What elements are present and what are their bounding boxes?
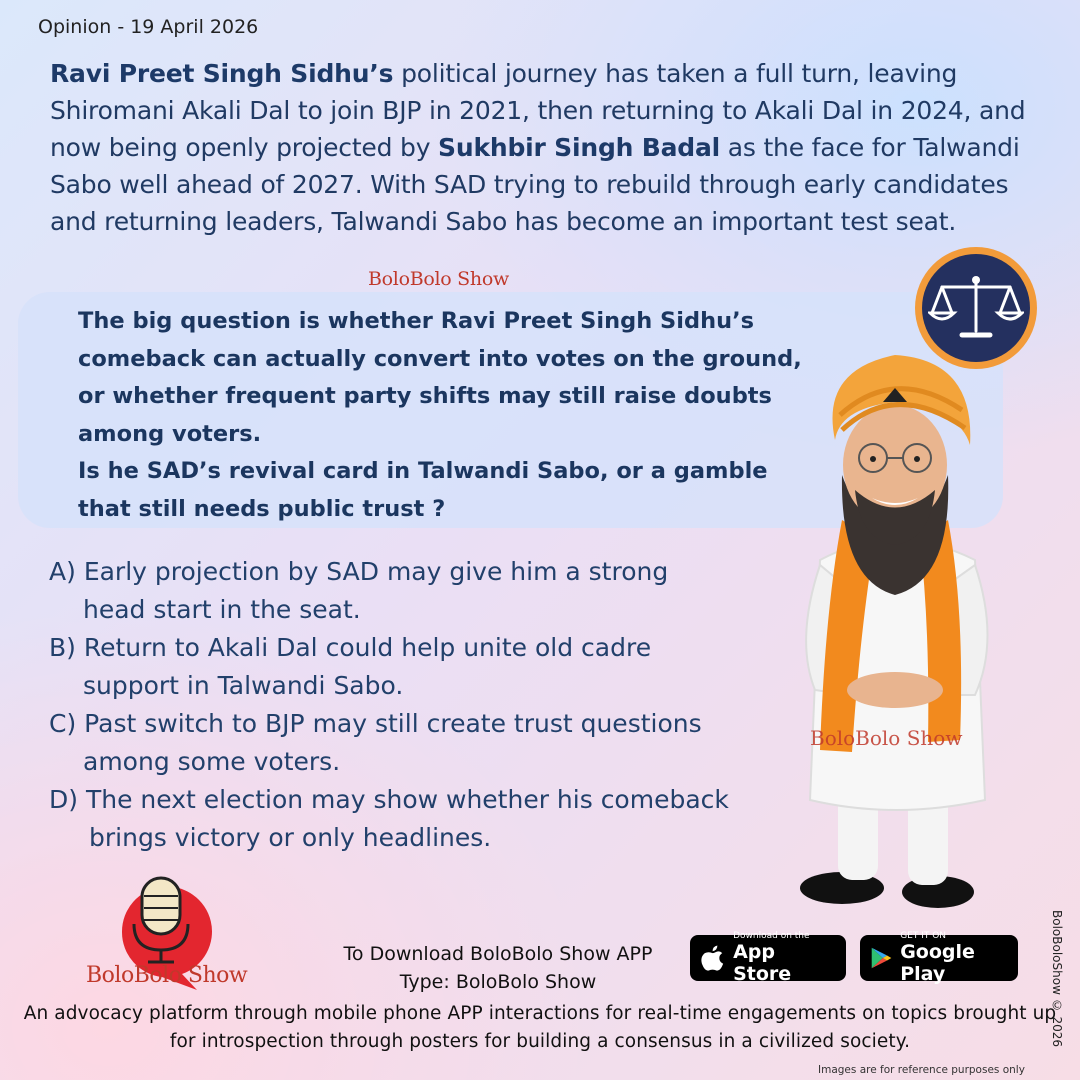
date-kicker: Opinion - 19 April 2026 [38,16,259,38]
intro-name-sidhu: Ravi Preet Singh Sidhu’s [50,59,394,88]
download-line-1: To Download BoloBolo Show APP [343,943,653,965]
intro-paragraph [50,55,1040,240]
google-play-icon [870,944,892,972]
question-line-1: The big question is whether Ravi Preet Singh Sidhu’s comeback can actually convert into votes on the ground, or whether frequent party shifts may still raise doubts among voters. [78,308,802,447]
option-c: C) Past switch to BJP may still create trust questions among some voters. [49,709,702,776]
app-store-small: Download on the [733,931,810,941]
intro-text-1: political journey has taken a full turn, leaving Shiromani Akali Dal to join BJP in 2021, then returning to Akali Dal in 2024, and now being openly projected by [50,59,1026,162]
scales-icon [928,273,1024,343]
option-b: B) Return to Akali Dal could help unite old cadre support in Talwandi Sabo. [49,633,652,700]
intro-name-badal: Sukhbir Singh Badal [438,133,721,162]
intro-text-2: as the face for Talwandi Sabo well ahead of 2027. With SAD trying to rebuild through early candidates and returning leaders, Talwandi Sabo has become an important test seat. [50,133,1020,236]
google-play-small: GET IT ON [900,931,947,941]
watermark-figure: BoloBolo Show [810,726,963,750]
question-line-2: Is he SAD’s revival card in Talwandi Sabo, or a gamble that still needs public trust ? [78,458,768,522]
caricature-illustration [780,350,1010,925]
option-d: D) The next election may show whether his comeback brings victory or only headlines. [49,785,729,852]
download-line-2: Type: BoloBolo Show [399,971,597,993]
google-play-big: Google Play [900,941,975,985]
footer-tagline: An advocacy platform through mobile phone APP interactions for real-time engagements on topics brought up for introspection through posters for building a consensus in a civilized society. [23,1003,1057,1052]
app-store-button[interactable] [690,931,846,985]
question-text [78,303,808,528]
download-instructions [318,940,678,996]
options-list [49,553,789,857]
copyright-vertical: BoloBoloShow © 2026 [1050,910,1064,1048]
disclaimer: Images are for reference purposes only [818,1064,1025,1076]
google-play-button[interactable] [860,931,1018,985]
logo-text: BoloBolo Show [86,963,248,988]
option-a: A) Early projection by SAD may give him a strong head start in the seat. [49,557,669,624]
watermark-top: BoloBolo Show [368,268,509,290]
apple-icon [700,943,725,973]
app-store-big: App Store [733,941,792,985]
